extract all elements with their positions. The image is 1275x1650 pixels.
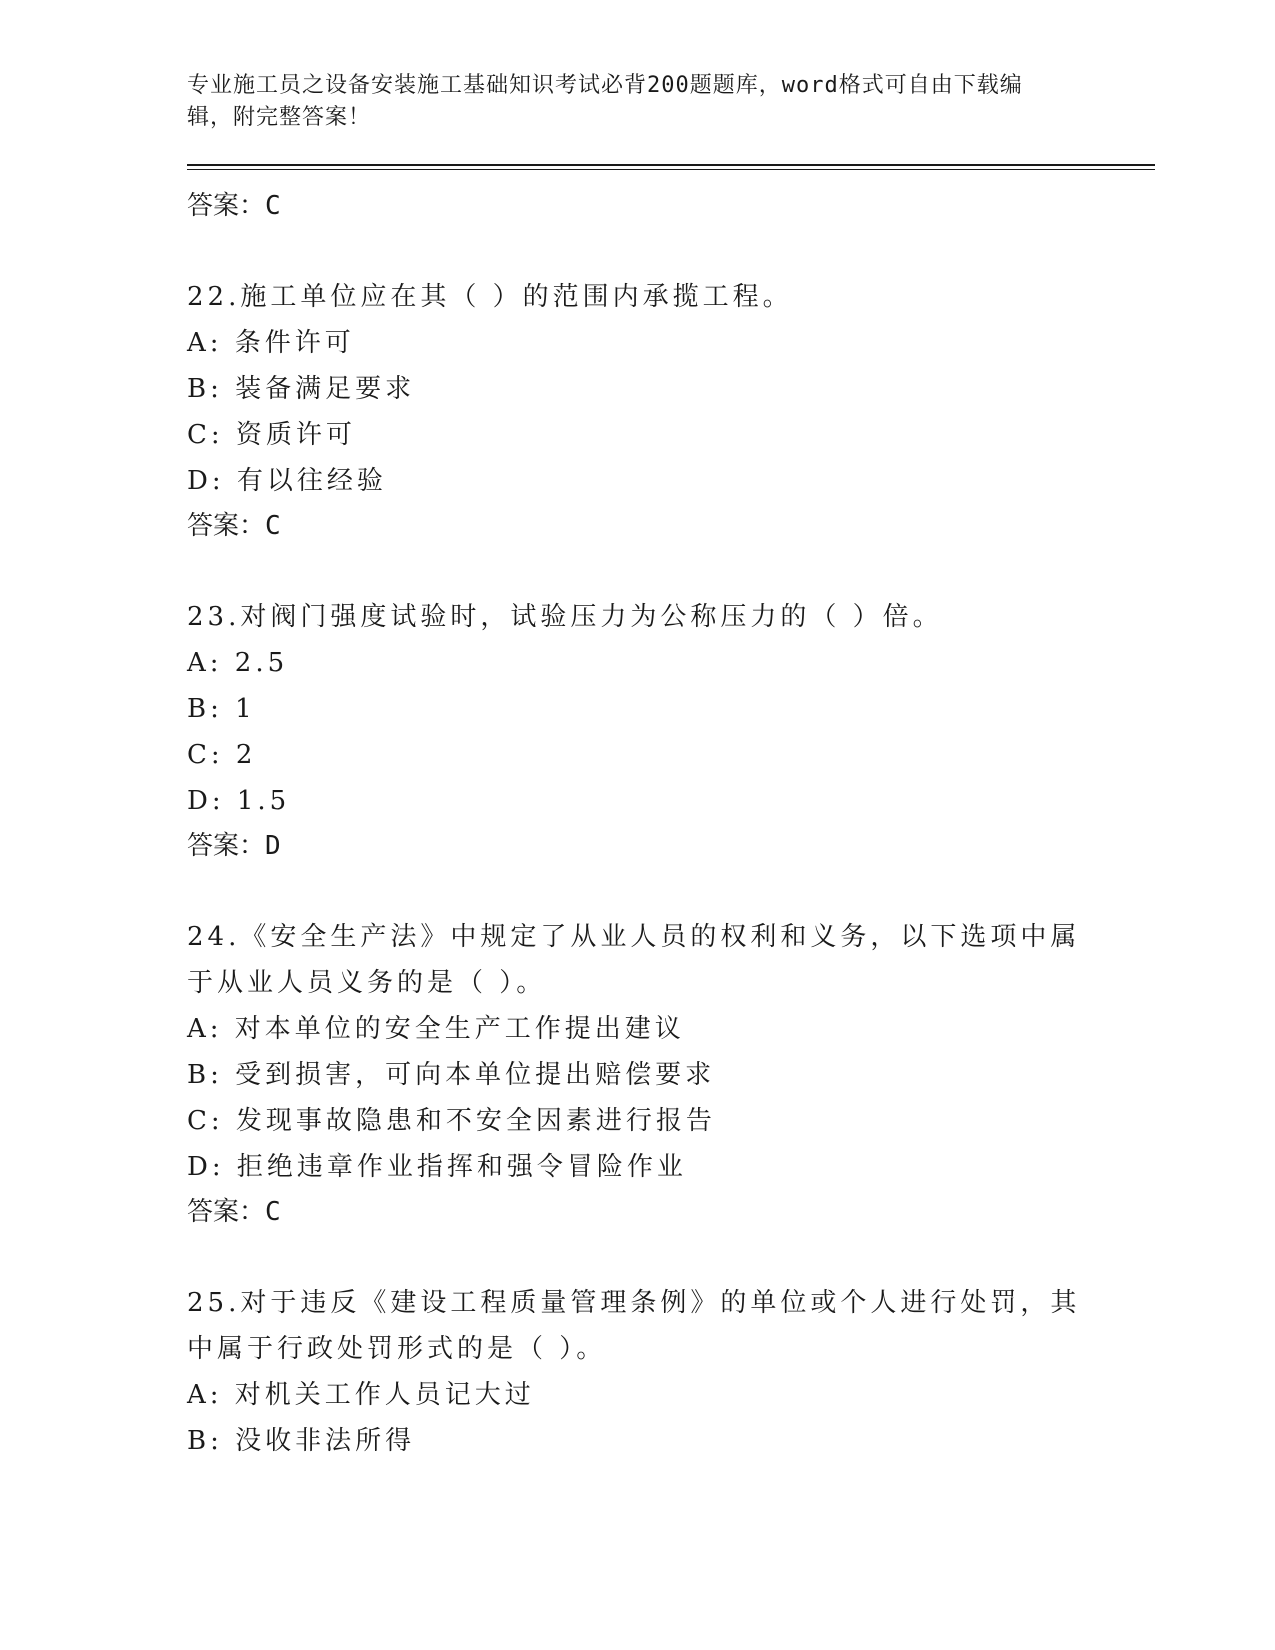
question-text: 24.《安全生产法》中规定了从业人员的权利和义务，以下选项中属于从业人员义务的是（ ）。 <box>187 922 1081 998</box>
answer-line: 答案：C <box>187 191 281 221</box>
answer-line: 答案：D <box>187 831 281 861</box>
option-d: D: 有以往经验 <box>187 466 387 496</box>
option-c: C: 发现事故隐患和不安全因素进行报告 <box>187 1106 716 1136</box>
option-a: A: 2.5 <box>187 648 289 678</box>
question-24 <box>187 914 1147 1234</box>
option-b: B: 1 <box>187 694 256 724</box>
answer-line: 答案：C <box>187 1197 281 1227</box>
question-text: 25.对于违反《建设工程质量管理条例》的单位或个人进行处罚，其中属于行政处罚形式的是（ ）。 <box>187 1288 1081 1364</box>
question-23 <box>187 594 1147 868</box>
option-c: C: 资质许可 <box>187 420 356 450</box>
option-d: D: 1.5 <box>187 786 291 816</box>
option-b: B: 装备满足要求 <box>187 374 416 404</box>
document-header: 专业施工员之设备安装施工基础知识考试必背200题题库，word格式可自由下载编辑，附完整答案！ <box>187 73 1023 130</box>
question-22 <box>187 274 1147 548</box>
question-text: 23.对阀门强度试验时，试验压力为公称压力的（ ）倍。 <box>187 602 943 632</box>
question-text: 22.施工单位应在其（ ）的范围内承揽工程。 <box>187 282 793 312</box>
document-page <box>187 70 1147 1464</box>
option-d: D: 拒绝违章作业指挥和强令冒险作业 <box>187 1152 687 1182</box>
option-a: A: 对本单位的安全生产工作提出建议 <box>187 1014 685 1044</box>
answer-line: 答案：C <box>187 511 281 541</box>
option-a: A: 对机关工作人员记大过 <box>187 1380 535 1410</box>
question-25 <box>187 1280 1147 1464</box>
option-b: B: 受到损害，可向本单位提出赔偿要求 <box>187 1060 716 1090</box>
option-b: B: 没收非法所得 <box>187 1426 416 1456</box>
option-a: A: 条件许可 <box>187 328 355 358</box>
header-divider <box>187 164 1155 170</box>
option-c: C: 2 <box>187 740 257 770</box>
